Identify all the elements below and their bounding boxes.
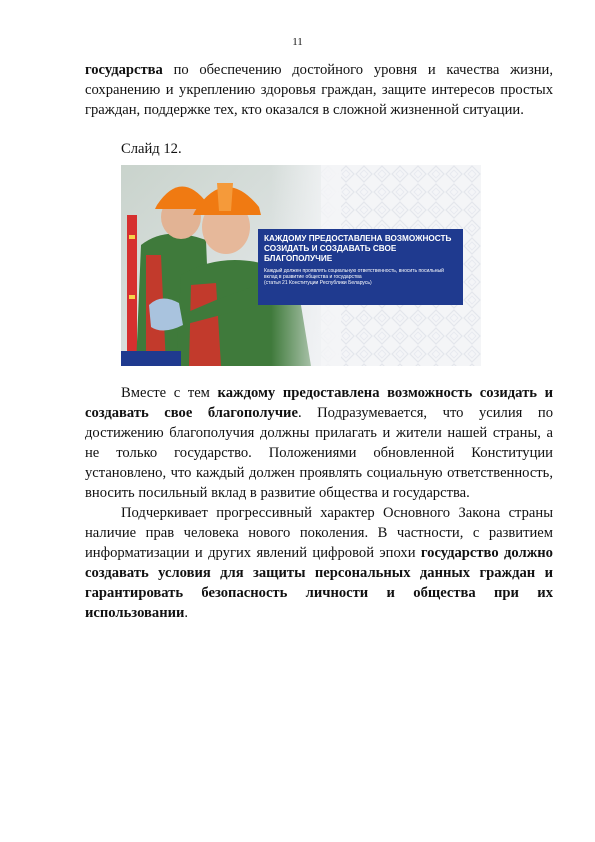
slide-12-image <box>121 165 481 366</box>
paragraph-3 <box>85 503 553 623</box>
paragraph-3-bold: государство должно создавать условия для защиты персональных данных граждан и гарантировать безопасность личности и общества при их использовании <box>85 545 553 621</box>
slide-title: КАЖДОМУ ПРЕДОСТАВЛЕНА ВОЗМОЖНОСТЬ СОЗИДАТЬ И СОЗДАВАТЬ СВОЕ БЛАГОПОЛУЧИЕ <box>264 234 452 263</box>
paragraph-1-bold: государства <box>85 62 163 78</box>
paragraph-1 <box>85 60 553 120</box>
paragraph-3-start: Подчеркивает прогрессивный характер Основного Закона страны наличие прав человека нового поколения. В частности, с развитием информатизации и других явлений цифровой эпохи <box>85 505 553 561</box>
paragraph-3-end: . <box>184 605 189 621</box>
page-number: 11 <box>292 36 303 48</box>
paragraph-1-text: по обеспечению достойного уровня и качества жизни, сохранению и укреплению здоровья граждан, защите интересов простых граждан, поддержке тех, кто оказался в сложной жизненной ситуации. <box>85 62 553 118</box>
paragraph-2 <box>85 383 553 503</box>
paragraph-2-bold: каждому предоставлена возможность созидать и создавать свое благополучие <box>85 385 553 421</box>
slide-caption-box <box>258 229 463 305</box>
slide-text: Каждый должен проявлять социальную ответственность, вносить посильный вклад в развитие общества и государства <box>264 268 444 281</box>
document-body <box>85 60 553 159</box>
paragraph-2-start: Вместе с тем <box>121 385 218 401</box>
slide-label: Слайд 12. <box>121 141 182 157</box>
document-body-continued <box>85 383 553 623</box>
slide-reference: (статья 21 Конституции Республики Беларусь) <box>264 280 372 287</box>
paragraph-2-text: . Подразумевается, что усилия по достижению благополучия должны прилагать и жители нашей страны, а не только государство. Положениями обновленной Конституции установлено, что каждый должен проявлять социальную ответственность, вносить посильный вклад в развитие общества и государства. <box>85 405 554 501</box>
